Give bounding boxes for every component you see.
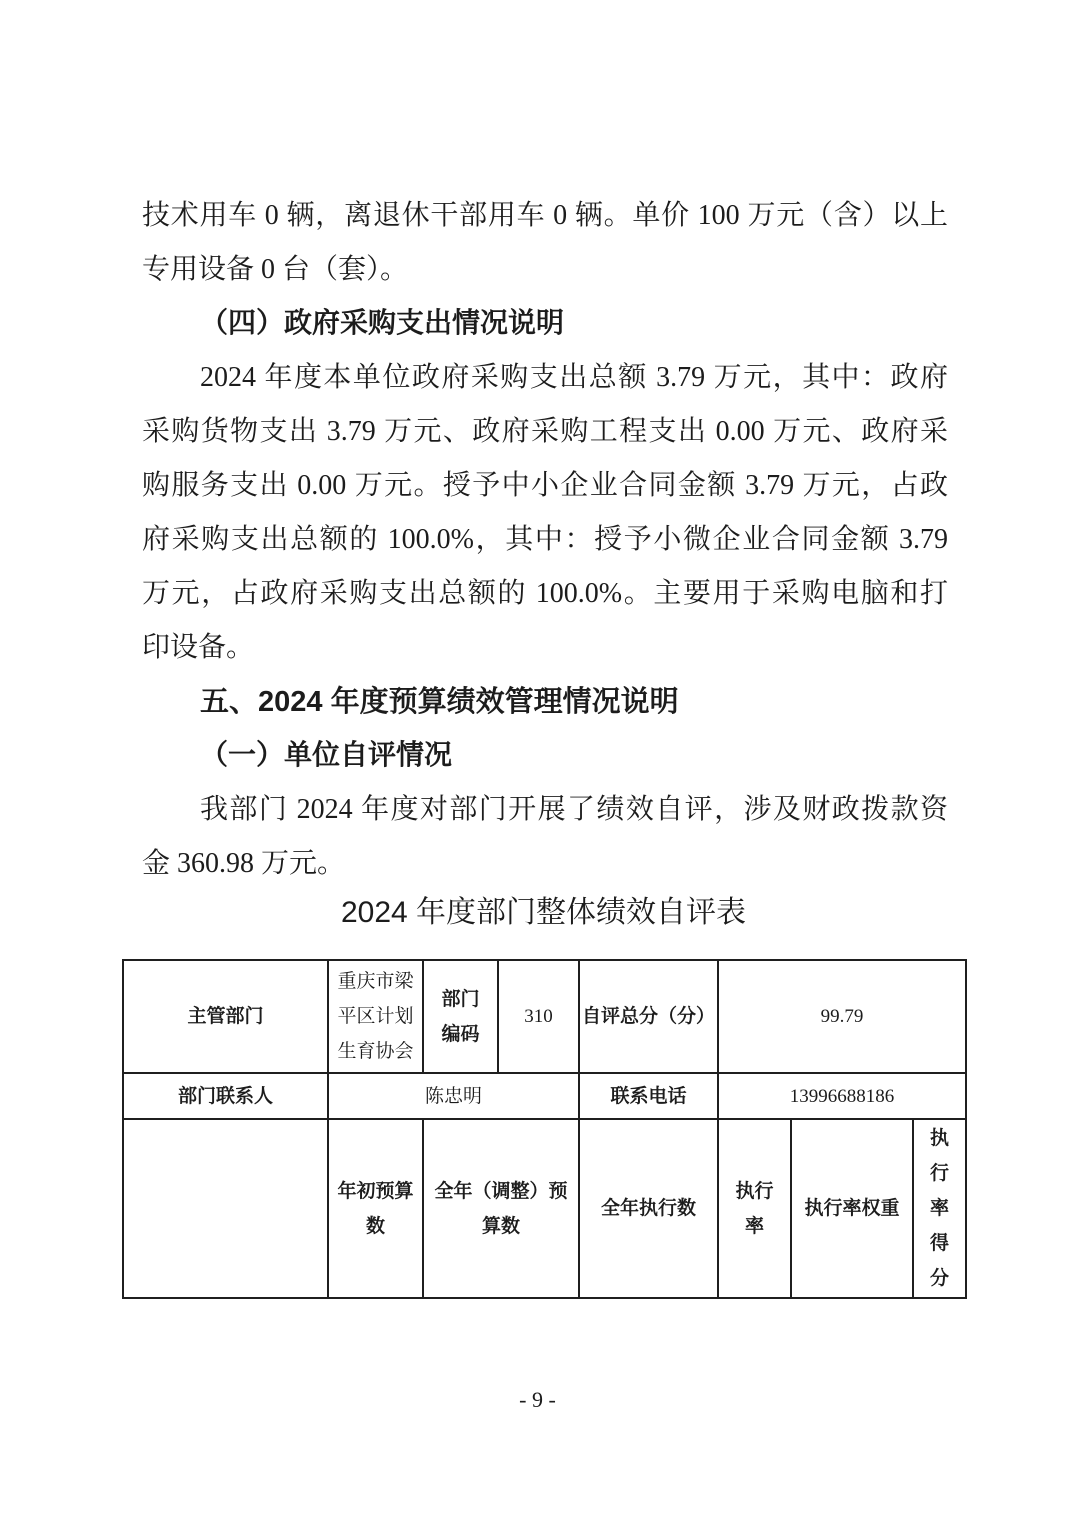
main-text: [142, 189, 948, 891]
para-prev-line-2: 专用设备 0 台（套）。: [142, 254, 409, 285]
para-procurement-line-2: 采购货物支出 3.79 万元、政府采购工程支出 0.00 万元、政府采: [142, 416, 948, 447]
para-procurement-line-4: 府采购支出总额的 100.0%，其中：授予小微企业合同金额 3.79: [142, 524, 948, 555]
supervisor-label-cell: 主管部门: [123, 960, 328, 1073]
self-evaluation-table: [122, 959, 967, 1299]
rate-weight-header-cell: 执行率权重: [791, 1119, 913, 1298]
para-selfeval-line-1: 我部门 2024 年度对部门开展了绩效自评，涉及财政拨款资: [200, 794, 948, 825]
page-number: - 9 -: [519, 1387, 556, 1412]
para-procurement-line-5: 万元，占政府采购支出总额的 100.0%。主要用于采购电脑和打: [142, 578, 948, 609]
contact-value-cell: 陈忠明: [328, 1073, 579, 1119]
para-procurement-line-6: 印设备。: [142, 632, 255, 663]
dept-code-value-cell: 310: [498, 960, 579, 1073]
supervisor-value-cell: 重庆市梁平区计划生育协会: [328, 960, 423, 1073]
contact-label-cell: 部门联系人: [123, 1073, 328, 1119]
rate-header-cell: 执行率: [718, 1119, 791, 1298]
para-selfeval-line-2: 金 360.98 万元。: [142, 848, 346, 879]
section5-heading: 五、2024 年度预算绩效管理情况说明: [200, 686, 679, 718]
phone-value-cell: 13996688186: [718, 1073, 966, 1119]
executed-header-cell: 全年执行数: [579, 1119, 718, 1298]
budget-row-empty-cell: [123, 1119, 328, 1298]
self-score-value-cell: 99.79: [718, 960, 966, 1073]
adjusted-budget-header-cell: 全年（调整）预算数: [423, 1119, 579, 1298]
para-procurement-line-3: 购服务支出 0.00 万元。授予中小企业合同金额 3.79 万元，占政: [142, 470, 948, 501]
table-title: 2024 年度部门整体绩效自评表: [340, 896, 747, 929]
phone-label-cell: 联系电话: [579, 1073, 718, 1119]
section4-heading: （四）政府采购支出情况说明: [200, 308, 565, 339]
self-score-label-cell: 自评总分（分）: [579, 960, 718, 1073]
dept-code-label-cell: 部门编码: [423, 960, 498, 1073]
initial-budget-header-cell: 年初预算数: [328, 1119, 423, 1298]
rate-score-header-cell: 执行率得分: [913, 1119, 966, 1298]
subsection1-heading: （一）单位自评情况: [200, 740, 453, 771]
para-prev-line-1: 技术用车 0 辆，离退休干部用车 0 辆。单价 100 万元（含）以上: [142, 200, 948, 231]
para-procurement-line-1: 2024 年度本单位政府采购支出总额 3.79 万元，其中：政府: [200, 362, 948, 393]
